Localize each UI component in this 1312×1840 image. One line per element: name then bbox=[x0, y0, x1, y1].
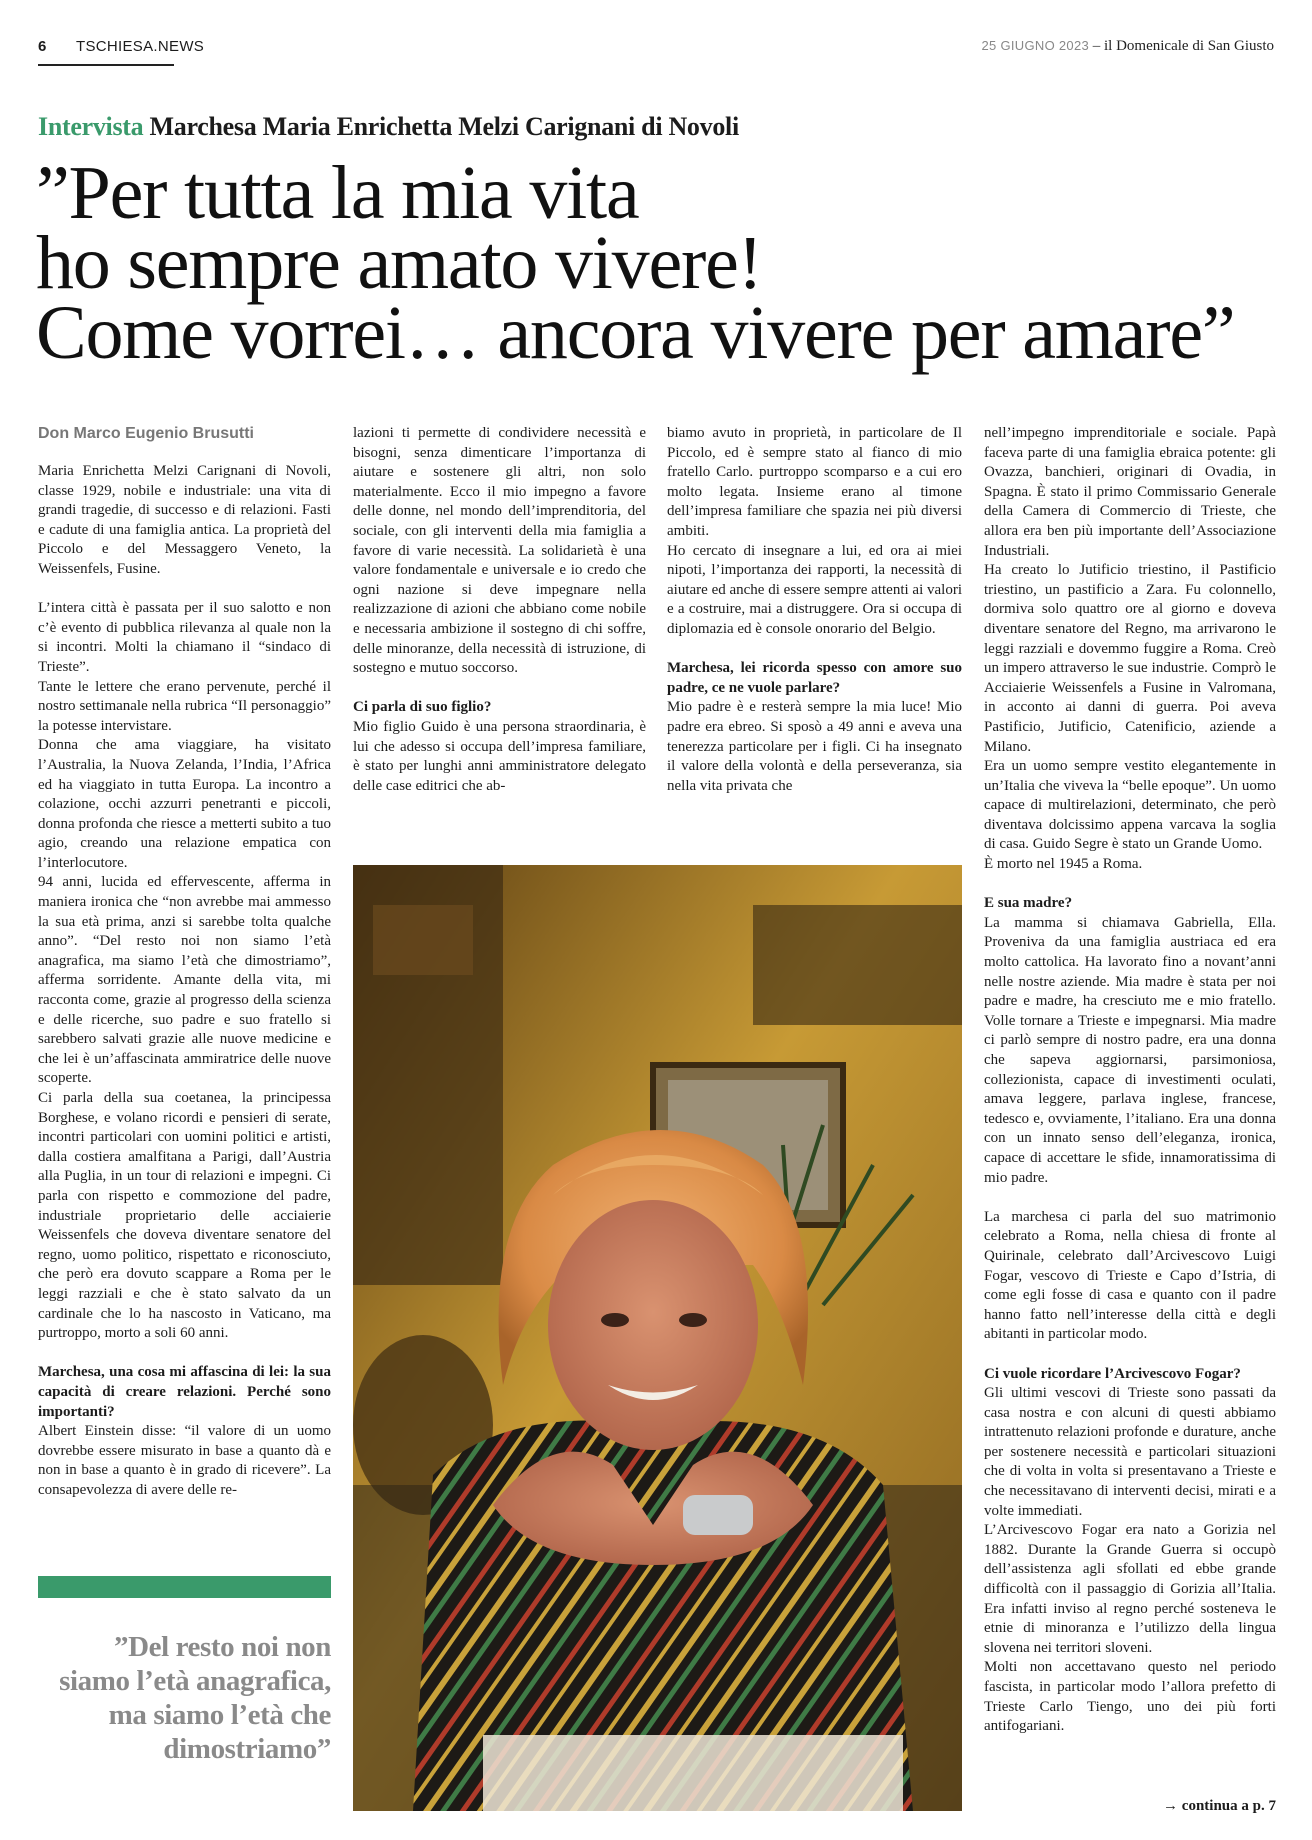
body-paragraph: Mio padre è e resterà sempre la mia luce! Mio padre era ebreo. Si sposò a 49 anni e aveva una tenerezza particolare per i figli. Ci ha insegnato il valore della volontà e della perseveranza, sia nella vita privata che bbox=[667, 699, 962, 794]
body-paragraph: lazioni ti permette di condividere necessità e bisogni, senza dimenticare l’importanza di aiutare e sostenere gli altri, non solo materialmente. Ecco il mio impegno a favore delle donne, nel mondo dell’imprenditoria, del sociale, con gli interventi della mia famiglia a favore di varie necessità. La solidarietà è una valore fondamentale e universale e io credo che ogni nazione si deve impegnare nella realizzazione di azioni che abbiano come nobile e necessaria ambizione il sostegno di chi soffre, delle minoranze, della necessità di istruzione, di sostegno e mutuo soccorso. bbox=[353, 425, 646, 677]
paragraph-gap bbox=[984, 1188, 1276, 1208]
paragraph-gap bbox=[984, 1345, 1276, 1365]
body-paragraph: Albert Einstein disse: “il valore di un uomo dovrebbe essere misurato in base a quanto dà e non in base a quanto è in grado di ricevere”. La consapevolezza di avere delle re- bbox=[38, 1423, 331, 1498]
interview-question: Marchesa, una cosa mi affascina di lei: la sua capacità di creare relazioni. Perché sono importanti? bbox=[38, 1364, 331, 1420]
body-paragraph: La mamma si chiamava Gabriella, Ella. Proveniva da una famiglia austriaca ed era molto cattolica. Ha lavorato fino a novant’anni nelle nostre aziende. Mia madre è stata per noi padre e madre, ha cresciuto me e mio fratello. Volle tornare a Trieste e impegnarsi. Mia madre ci parlò sempre di nostro padre, era una donna che sapeva aggiornarsi, parsimoniosa, collezionista, capace di investimenti oculati, amava leggere, parlava inglese, francese, tedesco e, ovviamente, l’italiano. Era una donna con un innato senso dell’eleganza, ironica, capace di accettare le sfide, innamoratissima di mio padre. bbox=[984, 914, 1276, 1186]
kicker-subject: Marchesa Maria Enrichetta Melzi Carignani di Novoli bbox=[149, 112, 739, 141]
accent-bar bbox=[38, 1576, 331, 1598]
issue-info bbox=[981, 38, 1274, 55]
paragraph-gap bbox=[984, 875, 1276, 895]
body-paragraph: Ho cercato di insegnare a lui, ed ora ai miei nipoti, l’importanza dei rapporti, la necessità di aiutare ed anche di essere sempre attenti ai valori e a costruire, mai a distruggere. Ora si occupa di diplomazia ed è console onorario del Belgio. bbox=[667, 542, 962, 637]
body-paragraph: Mio figlio Guido è una persona straordinaria, è lui che adesso si occupa dell’impresa familiare, è stato per lunghi anni amministratore delegato delle case editrici che ab- bbox=[353, 718, 646, 794]
headline bbox=[36, 151, 1276, 375]
body-paragraph: 94 anni, lucida ed effervescente, afferma in maniera ironica che “non avrebbe mai ammesso la sua età prima, anzi si sarebbe tolta qualche anno”. “Del resto noi non siamo l’età anagrafica, ma siamo l’età che dimostriamo”, afferma sorridente. Amante della vita, mi racconta come, grazie al progresso della scienza e delle ricerche, suo padre e suo fratello si sarebbero salvati grazie alle nuove medicine e che lei è un’affascinata ammiratrice delle nuove scoperte. bbox=[38, 874, 331, 1087]
text-column-3 bbox=[667, 424, 962, 796]
headline-line: ho sempre amato vivere! bbox=[36, 221, 762, 305]
body-paragraph: L’intera città è passata per il suo salotto e non c’è evento di pubblica rilevanza al quale non la si incontri. Molti la chiamano il “sindaco di Trieste”. bbox=[38, 600, 331, 675]
body-paragraph: nell’impegno imprenditoriale e sociale. Papà faceva parte di una famiglia ebraica potente: gli Ovazza, banchieri, originari di Ovadia, in Spagna. È stato il primo Commissario Generale della Camera di Commercio di Trieste, che allora era ben più importante dell’Associazione Industriali. bbox=[984, 425, 1276, 559]
paragraph-gap bbox=[38, 1344, 331, 1364]
body-paragraph: Era un uomo sempre vestito elegantemente in un’Italia che viveva la “belle epoque”. Un uomo capace di multirelazioni, determinato, che però diventava dolcissimo appena varcava la soglia di casa. Guido Segre è stato un Grande Uomo. bbox=[984, 758, 1276, 853]
page-header bbox=[38, 38, 1274, 64]
interview-question: Ci parla di suo figlio? bbox=[353, 699, 492, 716]
body-paragraph: biamo avuto in proprietà, in particolare de Il Piccolo, ed è sempre stato al fianco di mio fratello Carlo. purtroppo scomparso e a cui ero molto legata. Insieme erano al timone dell’impresa familiare che spazia nei più diversi ambiti. bbox=[667, 425, 962, 539]
headline-line: Come vorrei… ancora vivere per amare” bbox=[36, 291, 1235, 375]
body-paragraph: È morto nel 1945 a Roma. bbox=[984, 856, 1143, 873]
paragraph-gap bbox=[38, 580, 331, 600]
article-kicker bbox=[38, 112, 739, 142]
paragraph-gap bbox=[667, 640, 962, 660]
body-paragraph: Tante le lettere che erano pervenute, perché il nostro settimanale nella rubrica “Il personaggio” la potesse intervistare. bbox=[38, 678, 331, 734]
interview-question: Ci vuole ricordare l’Arcivescovo Fogar? bbox=[984, 1365, 1241, 1382]
body-paragraph: Maria Enrichetta Melzi Carignani di Novoli, classe 1929, nobile e industriale: una vita di grandi tragedie, di successo e di relazioni. Fasti e cadute di una famiglia antica. La proprietà del Piccolo e del Messaggero Veneto, la Weissenfels, Fusine. bbox=[38, 463, 331, 577]
page-number: 6 bbox=[38, 38, 47, 55]
body-paragraph: Donna che ama viaggiare, ha visitato l’Australia, la Nuova Zelanda, l’India, l’Africa ed ha viaggiato in tutta Europa. La incontro a colazione, occhi azzurri penetranti e piccoli, donna profonda che riesce a metterti subito a tuo agio, creando una relazione empatica con l’interlocutore. bbox=[38, 737, 331, 871]
interview-question: Marchesa, lei ricorda spesso con amore suo padre, ce ne vuole parlare? bbox=[667, 660, 962, 696]
portrait-photo bbox=[353, 865, 962, 1811]
header-rule bbox=[38, 64, 174, 66]
text-column-1 bbox=[38, 462, 331, 1500]
body-paragraph: Ha creato lo Jutificio triestino, il Pastificio triestino, un pastificio a Zara. Fu colonnello, dormiva solo quattro ore al giorno e doveva diventare senatore del Regno, ma arrivarono le leggi razziali e dovemmo fuggire a Roma. Creò un impero attraverso le sue industrie. Comprò le Acciaierie Weissenfels a Fusine in Valromana, in acconto ai danni di guerra. Poi aveva Pastificio, Jutificio, Catenificio, aziende a Milano. bbox=[984, 562, 1276, 755]
pull-quote: ”Del resto noi non siamo l’età anagrafica, ma siamo l’età che dimostriamo” bbox=[59, 1631, 331, 1765]
issue-separator: – bbox=[1089, 38, 1105, 54]
text-column-4 bbox=[984, 424, 1276, 1737]
headline-line: ”Per tutta la mia vita bbox=[36, 151, 639, 235]
body-paragraph: Gli ultimi vescovi di Trieste sono passati da casa nostra e con alcuni di questi abbiamo intrattenuto relazioni profonde e durature, anche per sostenere necessità e particolari situazioni che di volta in volta si presentavano a Trieste e che necessitavano di interventi decisi, mirati e a volte immediati. bbox=[984, 1385, 1276, 1519]
body-paragraph: Ci parla della sua coetanea, la principessa Borghese, e volano ricordi e pensieri di serate, incontri particolari con uomini politici e artisti, dalla costiera amalfitana a Parigi, dall’Austria alla Puglia, in un tour di relazioni e impegni. Ci parla con rispetto e commozione del padre, industriale proprietario delle acciaierie Weissenfels che doveva diventare senatore del regno, uomo politico, rispettato e riconosciuto, che però era dovuto scappare a Roma per le leggi razziali e che è stato salvato da un cardinale che lo ha nascosto in Vaticano, ma purtroppo, morto a soli 60 anni. bbox=[38, 1090, 331, 1342]
text-column-2 bbox=[353, 424, 646, 796]
body-paragraph: L’Arcivescovo Fogar era nato a Gorizia nel 1882. Durante la Grande Guerra si occupò dell’assistenza agli sfollati ed ebbe grande difficoltà con il passaggio di Gorizia all’Italia. Era infatti inviso al regno perché sosteneva le etnie di minoranza e l’utilizzo della lingua slovena nei territori sloveni. bbox=[984, 1522, 1276, 1656]
issue-date: 25 GIUGNO 2023 bbox=[981, 38, 1090, 53]
continued-link[interactable]: → continua a p. 7 bbox=[1163, 1798, 1276, 1814]
kicker-label: Intervista bbox=[38, 112, 144, 141]
paragraph-gap bbox=[353, 679, 646, 699]
interview-question: E sua madre? bbox=[984, 895, 1073, 912]
site-name: TSCHIESA.NEWS bbox=[76, 38, 205, 55]
body-paragraph: Molti non accettavano questo nel periodo fascista, in particolar modo l’allora prefetto di Trieste Carlo Tiengo, uno dei più forti antifogariani. bbox=[984, 1659, 1276, 1735]
byline: Don Marco Eugenio Brusutti bbox=[38, 425, 254, 442]
portrait-illustration bbox=[353, 865, 962, 1811]
paper-name: il Domenicale di San Giusto bbox=[1104, 38, 1274, 54]
body-paragraph: La marchesa ci parla del suo matrimonio celebrato a Roma, nella chiesa di fronte al Quirinale, celebrato dall’Arcivescovo Luigi Fogar, vescovo di Trieste e Capo d’Istria, di come egli fosse di casa e quanto con il padre hanno fatto nell’interesse della città e degli abitanti in particolar modo. bbox=[984, 1208, 1276, 1343]
